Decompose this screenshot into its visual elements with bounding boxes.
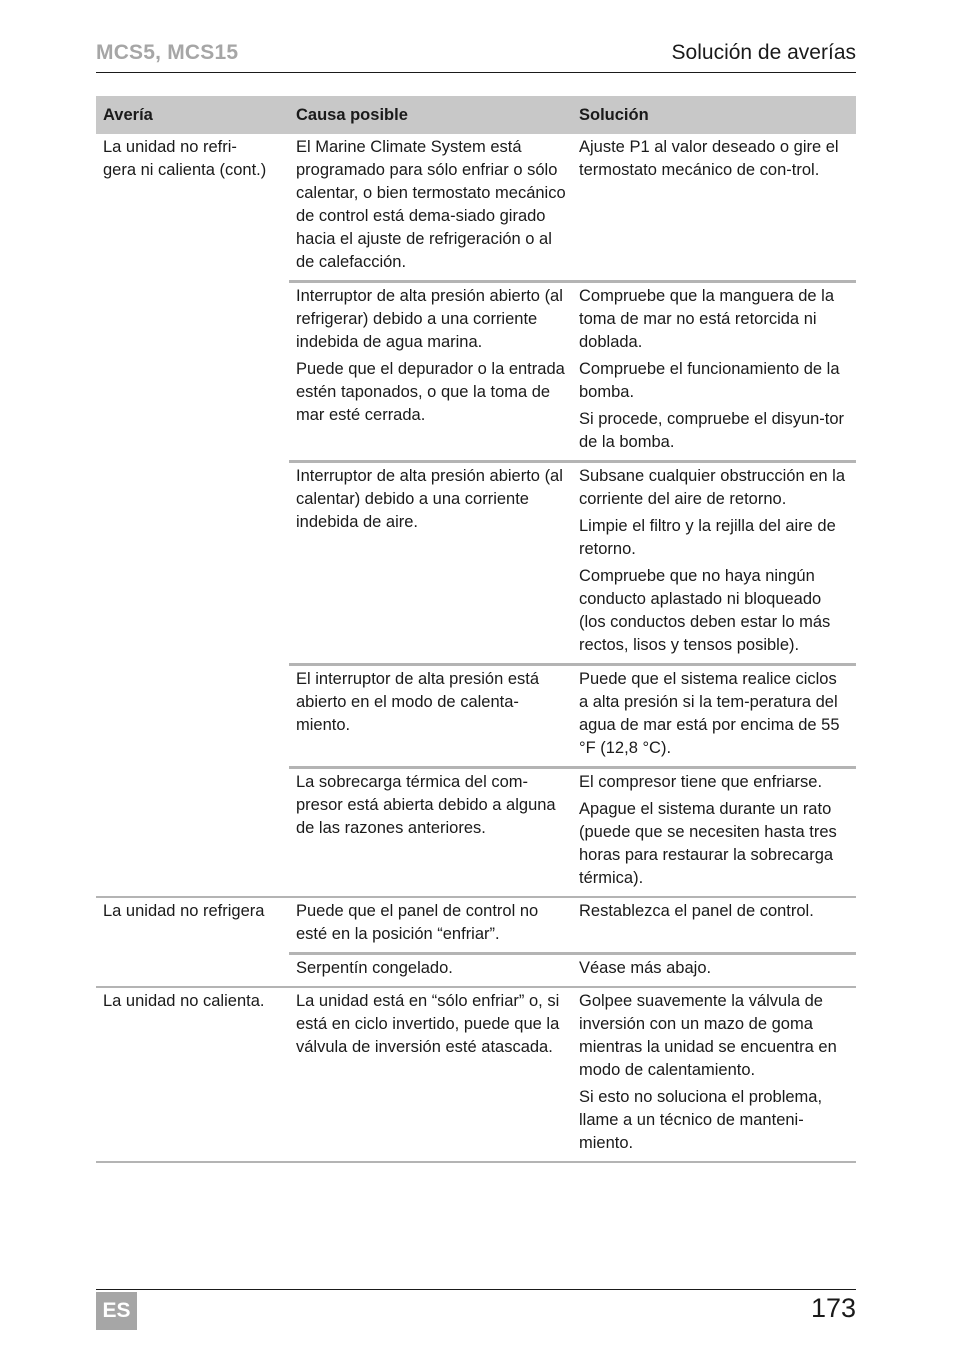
column-header-solution: Solución: [579, 105, 649, 124]
cause-solution-rows: [289, 988, 856, 1161]
column-header-fault: Avería: [103, 105, 153, 124]
table-header-row: [96, 96, 856, 134]
solution-text: Golpee suavemente la válvula de inversión con un mazo de goma mientras la unidad se encuentra en modo de calentamiento.: [579, 992, 837, 1079]
fault-cell: La unidad no refri- gera ni calienta (cont.): [103, 138, 267, 179]
cause-text: El interruptor de alta presión está abierto en el modo de calenta-miento.: [296, 670, 540, 734]
cause-text: Interruptor de alta presión abierto (al calentar) debido a una corriente indebida de aire.: [296, 467, 563, 531]
solution-text: Restablezca el panel de control.: [579, 902, 814, 920]
table-row: [289, 988, 856, 1161]
solution-text: Limpie el filtro y la rejilla del aire de retorno.: [579, 517, 836, 558]
table-row: [289, 663, 856, 766]
solution-cell: [572, 666, 856, 766]
model-name: MCS5, MCS15: [96, 41, 239, 64]
cause-cell: [289, 666, 572, 766]
table-row: [289, 280, 856, 460]
language-badge: ES: [96, 1292, 137, 1330]
cause-cell: [289, 988, 572, 1161]
solution-text: Subsane cualquier obstrucción en la corriente del aire de retorno.: [579, 467, 846, 508]
troubleshooting-table: [96, 96, 856, 1163]
fault-cell: La unidad no calienta.: [103, 992, 265, 1010]
solution-text: Véase más abajo.: [579, 959, 712, 977]
solution-cell: [572, 988, 856, 1161]
cause-solution-rows: [289, 134, 856, 896]
table-row: [289, 134, 856, 280]
page-footer: [96, 1289, 856, 1330]
solution-cell: [572, 769, 856, 896]
solution-cell: [572, 898, 856, 952]
cause-cell: [289, 769, 572, 896]
solution-cell: [572, 955, 856, 986]
table-row: [289, 898, 856, 952]
cause-text: La unidad está en “sólo enfriar” o, si está en ciclo invertido, puede que la válvula de inversión esté atascada.: [296, 992, 560, 1056]
solution-text: Compruebe que la manguera de la toma de mar no está retorcida ni doblada.: [579, 287, 835, 351]
fault-cell: La unidad no refrigera: [103, 902, 265, 920]
table-row: [289, 766, 856, 896]
solution-cell: [572, 463, 856, 663]
table-row: [289, 460, 856, 663]
cause-cell: [289, 955, 572, 986]
cause-text: Puede que el panel de control no esté en la posición “enfriar”.: [296, 902, 539, 943]
fault-group: [96, 988, 856, 1163]
cause-cell: [289, 134, 572, 280]
cause-cell: [289, 463, 572, 663]
cause-solution-rows: [289, 898, 856, 986]
cause-cell: [289, 898, 572, 952]
solution-cell: [572, 283, 856, 460]
section-title: Solución de averías: [671, 41, 856, 64]
cause-text: El Marine Climate System está programado para sólo enfriar o sólo calentar, o bien termostato mecánico de control está dema-siado girado hacia el ajuste de refrigeración o al de calefacción.: [296, 138, 566, 271]
fault-group: [96, 898, 856, 988]
cause-text: Puede que el depurador o la entrada estén taponados, o que la toma de mar esté cerrada.: [296, 360, 565, 424]
cause-cell: [289, 283, 572, 460]
page-number: 173: [810, 1293, 856, 1323]
fault-group: [96, 134, 856, 898]
solution-text: Apague el sistema durante un rato (puede que se necesiten hasta tres horas para restaurar la sobrecarga térmica).: [579, 800, 837, 887]
solution-text: Compruebe que no haya ningún conducto aplastado ni bloqueado (los conductos deben estar lo más rectos, lisos y tensos posible).: [579, 567, 831, 654]
solution-text: Si procede, compruebe el disyun-tor de la bomba.: [579, 410, 845, 451]
solution-text: Compruebe el funcionamiento de la bomba.: [579, 360, 840, 401]
solution-text: Si esto no soluciona el problema, llame a un técnico de manteni-miento.: [579, 1088, 823, 1152]
solution-cell: [572, 134, 856, 280]
solution-text: El compresor tiene que enfriarse.: [579, 773, 823, 791]
solution-text: Puede que el sistema realice ciclos a alta presión si la tem-peratura del agua de mar está por encima de 55 °F (12,8 °C).: [579, 670, 840, 757]
cause-text: La sobrecarga térmica del com-presor está abierta debido a alguna de las razones anteriores.: [296, 773, 556, 837]
table-body: [96, 134, 856, 1163]
cause-text: Serpentín congelado.: [296, 959, 453, 977]
column-header-cause: Causa posible: [296, 105, 408, 124]
cause-text: Interruptor de alta presión abierto (al refrigerar) debido a una corriente indebida de agua marina.: [296, 287, 563, 351]
page-header: [96, 38, 856, 73]
solution-text: Ajuste P1 al valor deseado o gire el termostato mecánico de con-trol.: [579, 138, 839, 179]
table-row: [289, 952, 856, 986]
